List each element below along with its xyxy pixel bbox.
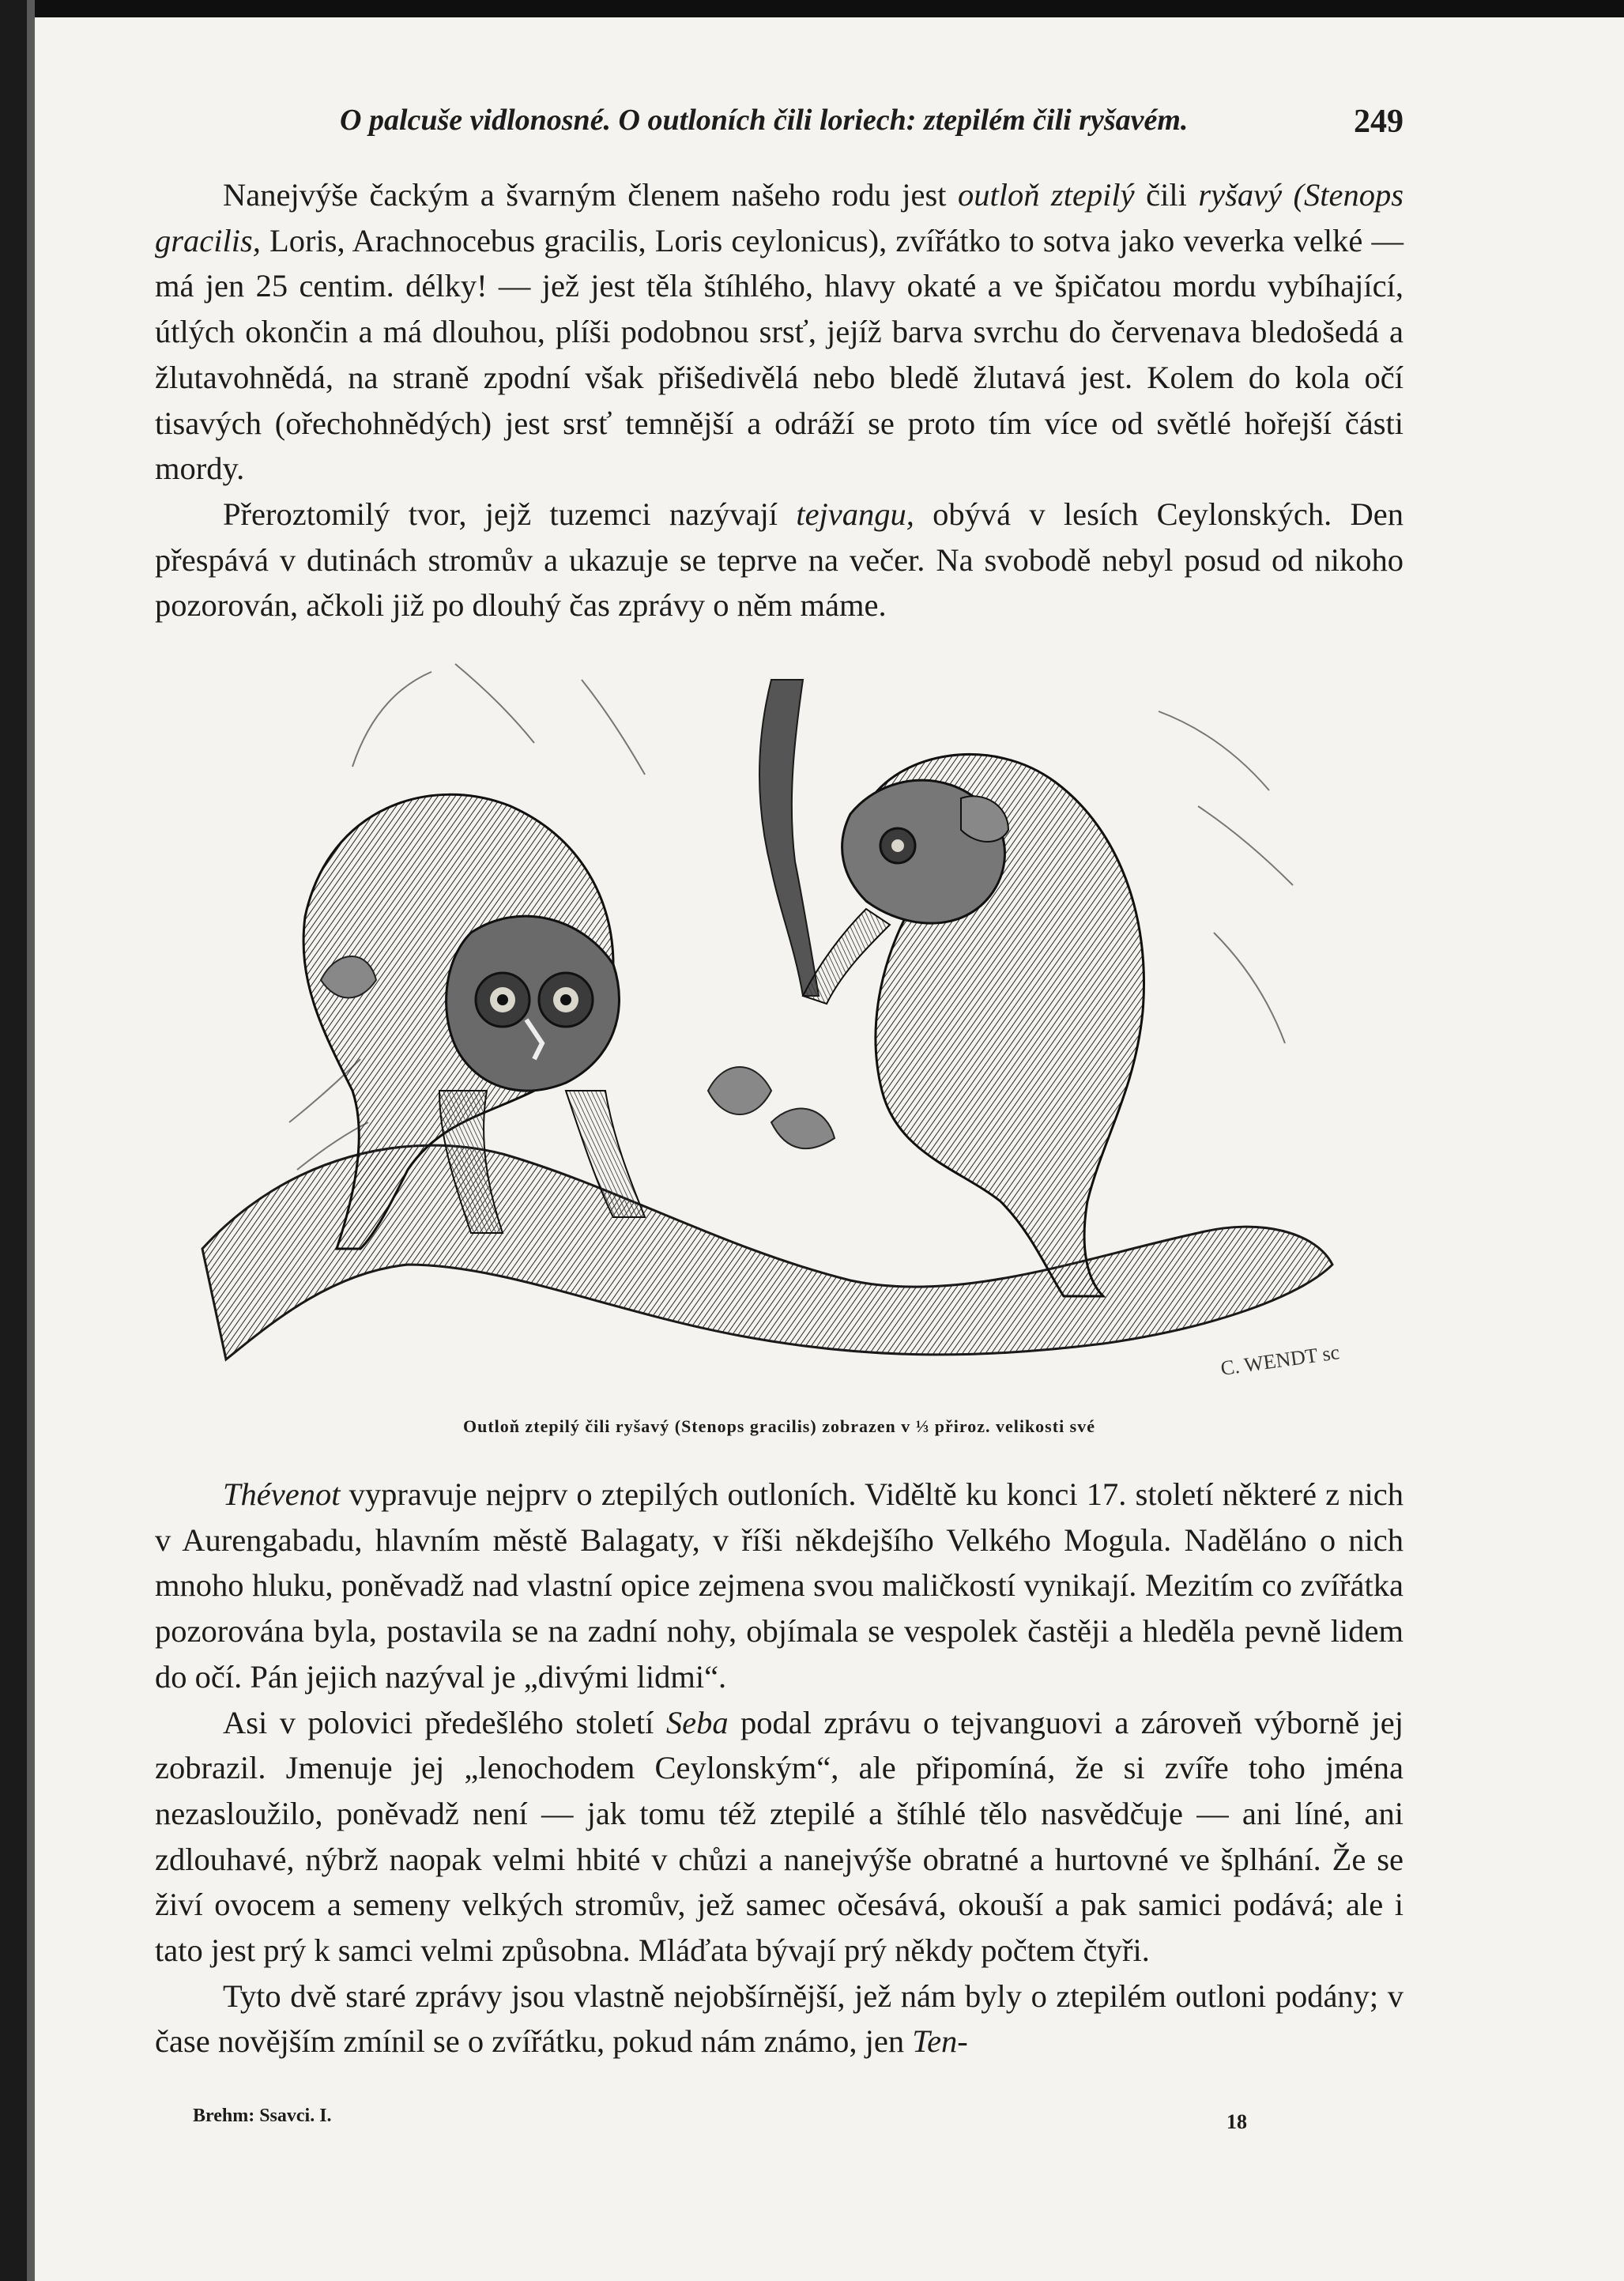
paragraph — [155, 1700, 1404, 1974]
vertical-twig — [759, 680, 819, 996]
figure-caption: Outloň ztepilý čili ryšavý (Stenops gracilis) zobrazen v ⅓ přiroz. velikosti své — [462, 1416, 1096, 1436]
italic-term: tejvangu, — [796, 496, 914, 532]
signature-mark: 18 — [1226, 2110, 1247, 2133]
paragraph-text: obývá v lesích Ceylonských. Den přespává v dutinách stromův a ukazuje se teprve na večer. Na svobodě nebyl posud od nikoho pozorován, ačkoli již po dlouhý čas zprávy o něm máme. — [155, 496, 1404, 624]
italic-term: Ten- — [912, 2023, 968, 2060]
paragraph-text: Loris, Arachnocebus gracilis, Loris ceylonicus), zvířátko to sotva jako veverka velké — má jen 25 centim. délky! — jež jest těla štíhlého, hlavy okaté a ve špičatou mordu vybíhající, útlých okončin a má dlouhou, plíši podobnou srsť, jejíž barva svrchu do červenava bledošedá a žlutavohnědá, na straně zpodní však přišedivělá nebo bledě žlutavá jest. Kolem do kola očí tisavých (ořechohnědých) jest srsť temnější a odráží se proto tím více od světlé hořejší části mordy. — [155, 222, 1404, 487]
right-loris — [803, 754, 1144, 1296]
paragraph — [155, 1472, 1404, 1700]
left-loris — [303, 794, 645, 1249]
text-block-bottom — [155, 1472, 1404, 2064]
paragraph-text: podal zprávu o tejvanguovi a zároveň výborně jej zobrazil. Jmenuje jej „lenochodem Ceylonským“, ale připomíná, že si zvíře toho jména nezasloužilo, poněvadž není — jak tomu též ztepilé a štíhlé tělo nasvědčuje — ani líné, ani zdlouhavé, nýbrž naopak velmi hbité v chůzi a nanejvýše obratné a hurtovné ve šplhání. Že se živí ovocem a semeny velkých stromův, jež samec očesává, okouší a pak samici podává; ale i tato jest prý k samci velmi způsobna. Mláďata bývají prý někdy počtem čtyři. — [155, 1704, 1404, 1969]
paragraph-text: Nanejvýše čackým a švarným členem našeho rodu jest — [223, 177, 958, 213]
italic-term: ryšavý (Stenops gracilis, — [155, 177, 1404, 258]
footer-source: Brehm: Ssavci. I. — [193, 2106, 332, 2126]
engraver-signature: C. WENDT sc — [1219, 1340, 1341, 1380]
italic-term: outloň ztepilý — [957, 177, 1135, 213]
scan-edge-left-shadow — [27, 0, 35, 2281]
running-head — [155, 103, 1404, 150]
paragraph-text: vypravuje nejprv o ztepilých outloních. Viděltě ku konci 17. století některé z nich v Aurengabadu, hlavním městě Balagaty, v říši někdejšího Velkého Mogula. Naděláno o nich mnoho hluku, poněvadž nad vlastní opice zejmena svou maličkostí vynikají. Mezitím co zvířátka pozorována byla, postavila se na zadní nohy, objímala se vespolek častěji a hleděla pevně lidem do očí. Pán jejich nazýval je „divými lidmi“. — [155, 1476, 1404, 1695]
paragraph-text: Asi v polovici předešlého století — [223, 1704, 666, 1740]
engraving-illustration — [171, 648, 1388, 1407]
paragraph — [155, 492, 1404, 628]
paragraph-text: Tyto dvě staré zprávy jsou vlastně nejobšírnější, jež nám byly o ztepilém outloni podány; v čase novějším zmínil se o zvířátku, pokud nám známo, jen — [155, 1977, 1404, 2060]
text-block-top — [155, 172, 1404, 628]
italic-term: Thévenot — [223, 1476, 341, 1512]
paragraph — [155, 172, 1404, 492]
running-title: O palcuše vidlonosné. O outloních čili loriech: ztepilém čili ryšavém. — [340, 104, 1189, 137]
paragraph-text: čili — [1134, 177, 1199, 213]
loris-engraving — [171, 648, 1388, 1407]
paragraph — [155, 1974, 1404, 2064]
italic-term: Seba — [665, 1704, 729, 1740]
paragraph-text: Přeroztomilý tvor, jejž tuzemci nazývají — [223, 496, 797, 532]
page-number: 249 — [1354, 104, 1404, 140]
scan-edge-top — [0, 0, 1624, 17]
scan-edge-left — [0, 0, 27, 2281]
